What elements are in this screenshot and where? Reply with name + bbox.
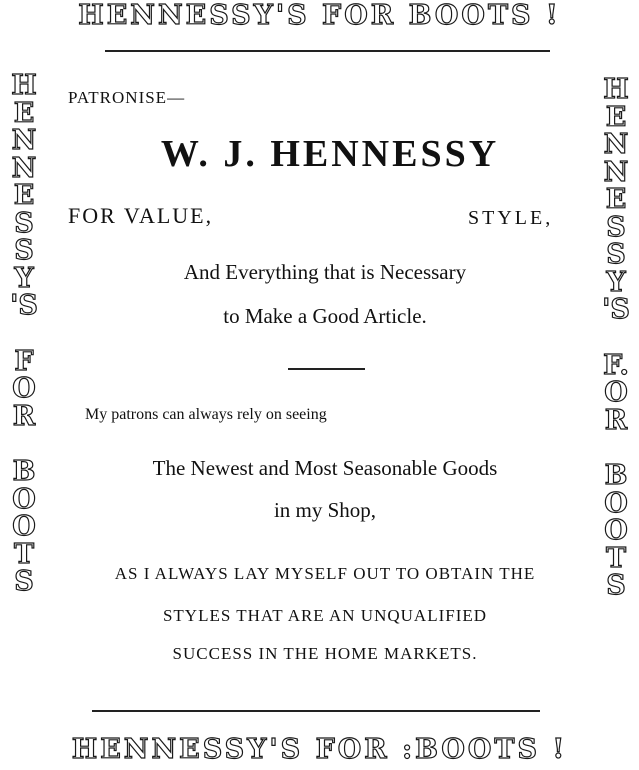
side-letter: O — [12, 511, 36, 542]
side-letter: O — [12, 483, 36, 515]
side-letter: 'S — [10, 290, 38, 321]
patronise-label: PATRONISE— — [68, 88, 186, 107]
style-text: STYLE, — [468, 207, 554, 229]
merchant-name: W. J. HENNESSY — [160, 133, 500, 175]
top-banner: HENNESSY'S FOR BOOTS ! — [78, 0, 561, 31]
side-letter: H — [11, 70, 37, 101]
side-letter: S — [606, 239, 626, 270]
bottom-rule — [92, 710, 540, 712]
newest-line-2: in my Shop, — [273, 498, 377, 522]
side-letter: F. — [603, 349, 629, 381]
side-letter: B — [604, 460, 628, 491]
side-letter: Y — [14, 262, 34, 294]
side-letter: S — [606, 211, 626, 243]
side-letter: T — [13, 538, 35, 570]
side-letter: O — [604, 487, 628, 519]
for-value-text: FOR VALUE, — [68, 203, 214, 228]
side-letter: N — [603, 129, 629, 160]
side-letter: F — [14, 345, 34, 377]
caps-line-1: AS I ALWAYS LAY MYSELF OUT TO OBTAIN THE — [114, 564, 536, 583]
side-letter: H — [603, 74, 629, 105]
side-letter: O — [12, 373, 36, 404]
bottom-banner: HENNESSY'S FOR :BOOTS ! — [71, 734, 568, 765]
middle-rule — [288, 368, 365, 370]
left-side-column — [4, 72, 44, 596]
side-letter: S — [606, 570, 626, 601]
necessary-line-2: to Make a Good Article. — [223, 304, 427, 328]
side-letter: S — [14, 566, 34, 597]
patrons-text: My patrons can always rely on seeing — [85, 406, 327, 423]
caps-line-2: STYLES THAT ARE AN UNQUALIFIED — [162, 606, 488, 625]
top-rule — [105, 50, 550, 52]
side-letter: O — [604, 515, 628, 546]
side-letter: 'S — [602, 294, 630, 325]
side-letter: S — [14, 235, 34, 266]
side-letter: E — [13, 180, 35, 211]
side-letter: S — [14, 207, 34, 239]
necessary-line-1: And Everything that is Necessary — [183, 260, 467, 284]
side-letter: O — [604, 377, 628, 408]
side-letter: B — [12, 456, 36, 487]
side-letter: T — [605, 542, 627, 574]
side-letter: N — [603, 156, 629, 188]
side-letter: R — [12, 400, 36, 432]
side-letter: Y — [606, 266, 626, 298]
caps-line-3: SUCCESS IN THE HOME MARKETS. — [172, 644, 478, 663]
side-letter: R — [604, 404, 628, 436]
side-letter: E — [605, 184, 627, 215]
newest-line-1: The Newest and Most Seasonable Goods — [152, 456, 498, 480]
side-letter: N — [11, 152, 37, 184]
side-letter: E — [605, 101, 627, 133]
side-letter: E — [13, 97, 35, 129]
side-letter: N — [11, 125, 37, 156]
